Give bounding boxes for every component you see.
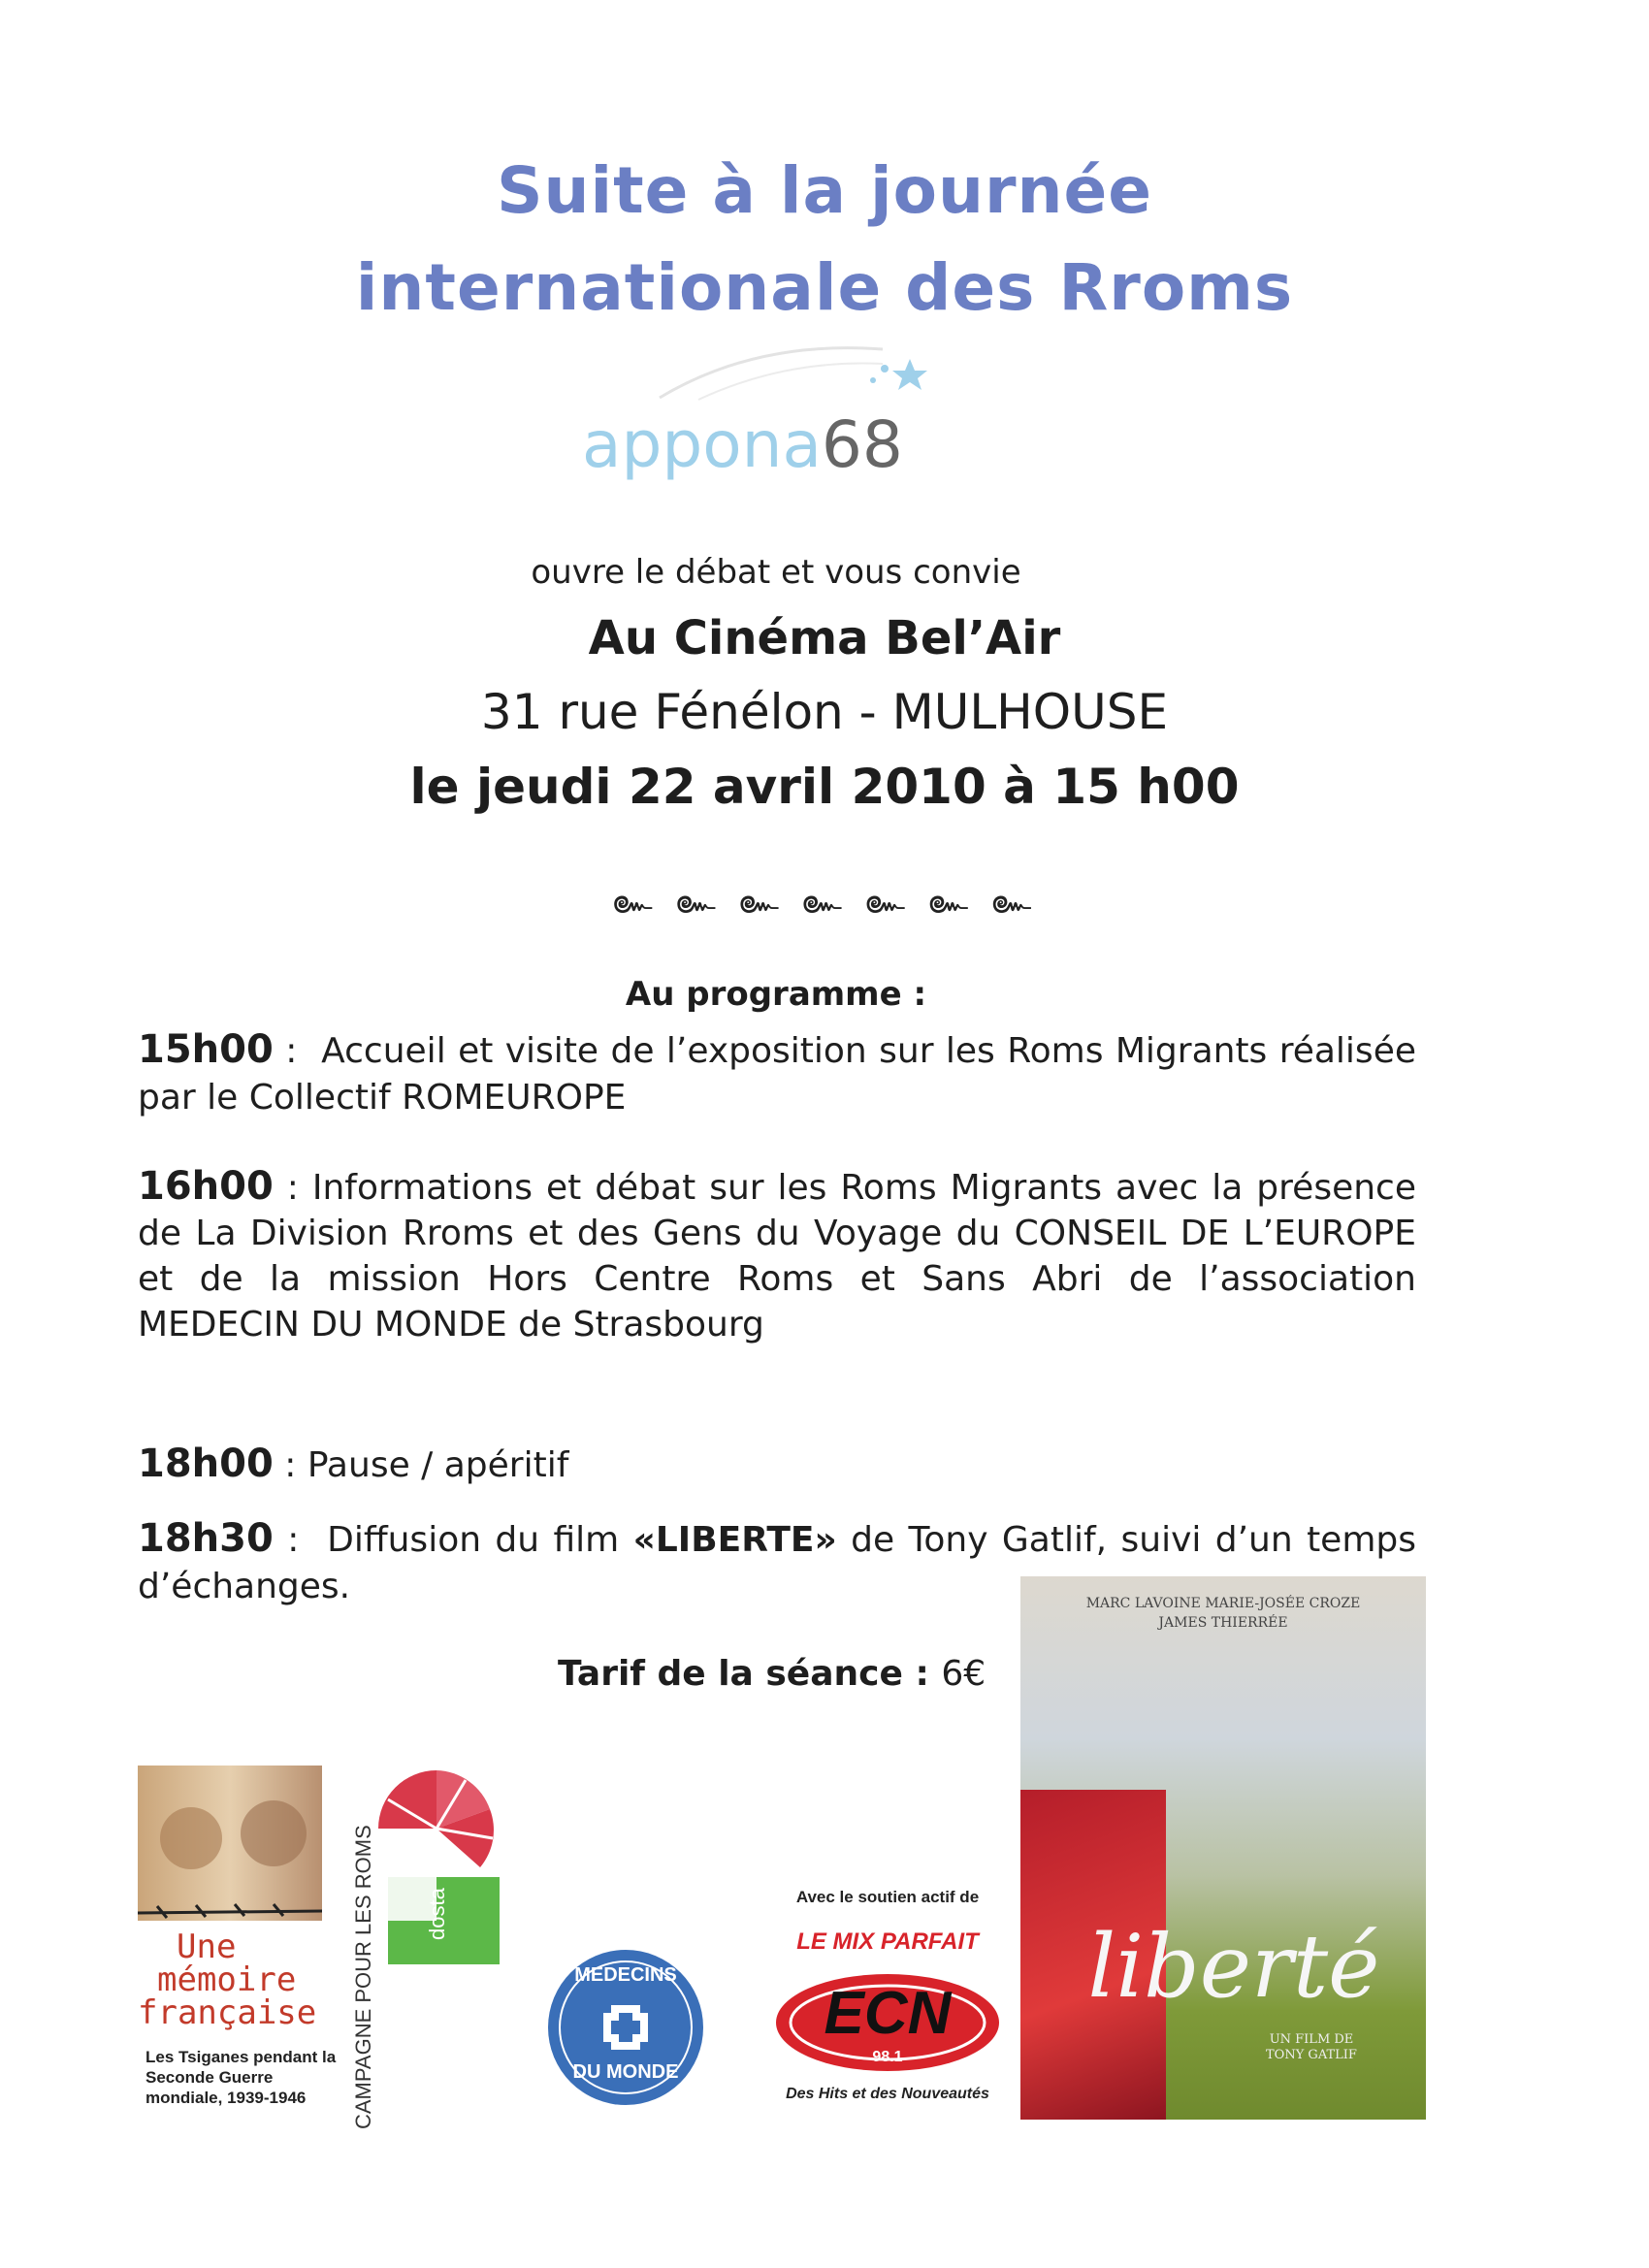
venue: Au Cinéma Bel’Air xyxy=(588,611,1061,665)
programme-text: Informations et débat sur les Roms Migrants avec la présence de La Division Rroms et des Gens du Voyage du CONSEIL DE L’EUROPE et de la mission Hors Centre Roms et Sans Abri de l’association MEDECIN DU MONDE de Strasbourg xyxy=(138,1168,1416,1345)
programme-item: 18h30 : Diffusion du film «LIBERTE» de Tony Gatlif, suivi d’un temps d’échanges. xyxy=(138,1516,1417,1606)
film-title: «LIBERTE» xyxy=(632,1520,837,1560)
invitation-intro: ouvre le débat et vous convie xyxy=(531,553,1021,592)
mdm-bottom-text: DU MONDE xyxy=(572,2061,679,2083)
tarif-label: Tarif de la séance xyxy=(558,1654,903,1694)
programme-time: 15h00 xyxy=(138,1027,274,1072)
ornament-divider: ๛ ๛ ๛ ๛ ๛ ๛ ๛ xyxy=(611,882,1038,922)
tarif: Tarif de la séance : 6€ xyxy=(558,1654,986,1694)
memoire-title: Une mémoire française xyxy=(138,1928,317,2032)
programme-item: 16h00 : Informations et débat sur les Roms Migrants avec la présence de La Division Rroms et des Gens du Voyage du CONSEIL DE L’EUROPE et de la mission Hors Centre Roms et Sans Abri de l’association MEDECIN DU MONDE de Strasbourg xyxy=(138,1164,1416,1345)
ecn-slogan-top: LE MIX PARFAIT xyxy=(796,1928,979,1955)
programme-time: 18h00 xyxy=(138,1442,274,1486)
event-date: le jeudi 22 avril 2010 à 15 h00 xyxy=(409,759,1240,815)
programme-time: 18h30 xyxy=(138,1516,274,1561)
appona-logo xyxy=(582,407,989,482)
programme-item: 18h00 : Pause / apéritif xyxy=(138,1442,569,1486)
logo-text-68: 68 xyxy=(821,407,903,482)
dosta-campaign-text: CAMPAGNE POUR LES ROMS xyxy=(351,1825,375,2129)
dosta-name: dosta xyxy=(425,1888,449,1940)
poster-credits-line1: MARC LAVOINE MARIE-JOSÉE CROZE xyxy=(1085,1596,1361,1611)
logo-swoosh-icon xyxy=(640,330,951,407)
barbed-wire-icon xyxy=(138,1766,322,1921)
poster-credits-line2: JAMES THIERRÉE xyxy=(1158,1615,1288,1631)
programme-time: 16h00 xyxy=(138,1164,274,1209)
poster-sub-line2: TONY GATLIF xyxy=(1266,2048,1357,2062)
film-poster xyxy=(1020,1576,1426,2120)
memoire-subtitle: Les Tsiganes pendant la Seconde Guerre mondiale, 1939-1946 xyxy=(146,2048,337,2107)
logo-text-appona: appona xyxy=(582,407,822,482)
ecn-frequency: 98.1 xyxy=(872,2049,903,2065)
poster-title: liberté xyxy=(1087,1916,1380,2018)
poster-sub-line1: UN FILM DE xyxy=(1269,2032,1354,2047)
title-line-1: Suite à la journée xyxy=(496,153,1153,228)
ecn-support-text: Avec le soutien actif de xyxy=(795,1888,980,1906)
programme-item: 15h00 : Accueil et visite de l’exposition sur les Roms Migrants réalisée par le Collectif ROMEUROPE xyxy=(138,1027,1416,1118)
ecn-name: ECN xyxy=(824,1980,952,2047)
address: 31 rue Fénélon - MULHOUSE xyxy=(480,684,1169,740)
title-line-2: internationale des Rroms xyxy=(355,250,1294,325)
memoire-photo xyxy=(138,1766,322,1921)
programme-heading: Au programme : xyxy=(625,975,927,1014)
programme-text: Accueil et visite de l’exposition sur les Roms Migrants réalisée par le Collectif ROMEUROPE xyxy=(138,1031,1416,1118)
ecn-slogan-bottom: Des Hits et des Nouveautés xyxy=(786,2086,989,2102)
tarif-value: 6€ xyxy=(941,1654,986,1694)
mdm-top-text: MEDECINS xyxy=(574,1964,677,1986)
programme-text: Pause / apéritif xyxy=(307,1445,569,1485)
